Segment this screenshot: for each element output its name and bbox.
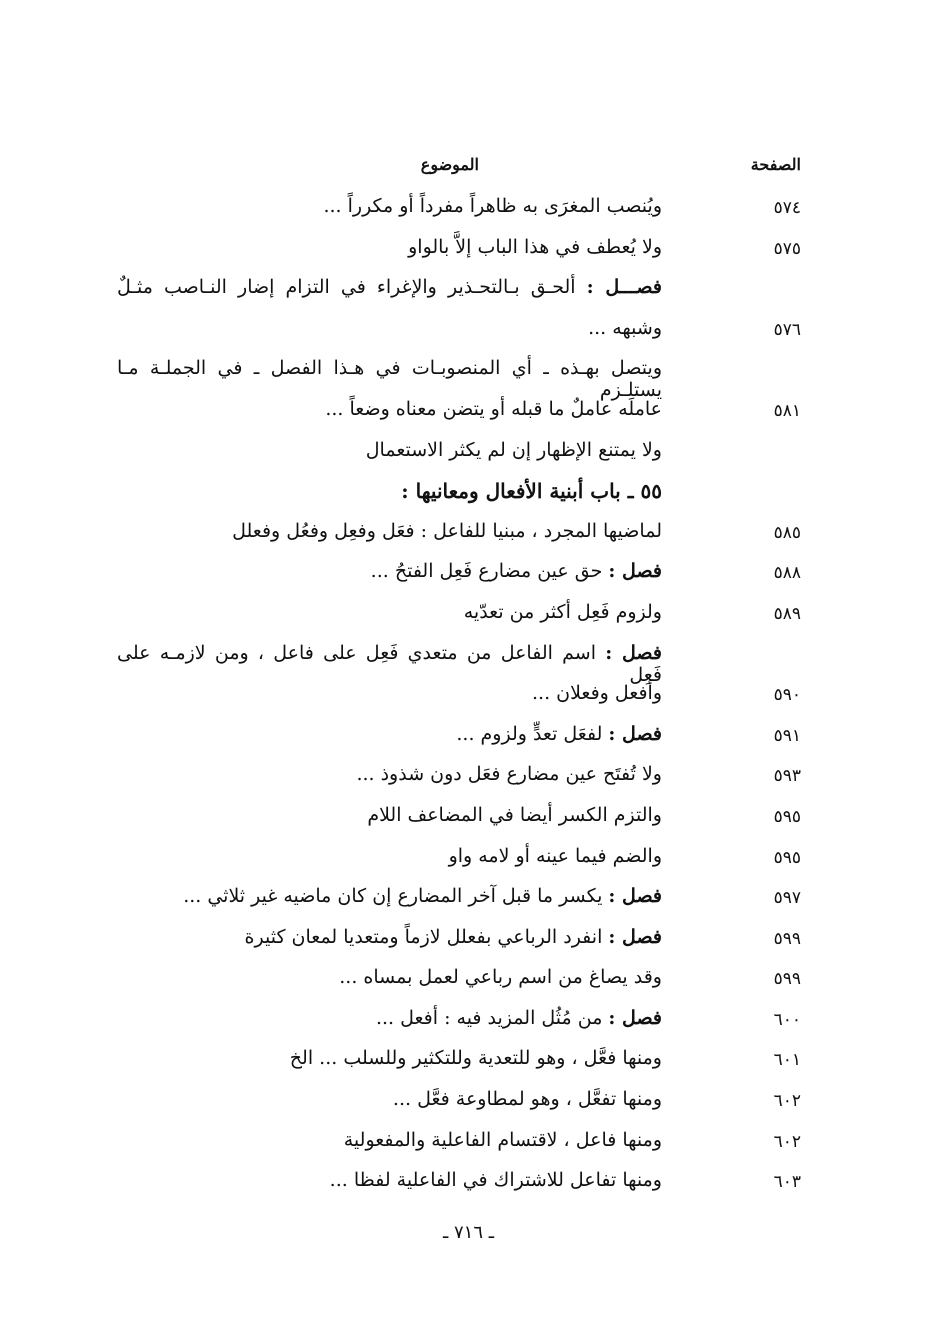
entry-text: عاملَه عاملٌ ما قبله أو يتضن معناه وضعاً ... xyxy=(325,397,662,420)
index-row xyxy=(0,963,937,1004)
page-number: ٥٨٥ xyxy=(773,522,801,543)
page-number: ٥٩٥ xyxy=(773,847,801,868)
index-list xyxy=(0,192,937,1207)
index-row xyxy=(0,354,937,402)
index-row xyxy=(0,395,937,436)
page-footer-number: ـ ٧١٦ ـ xyxy=(442,1222,494,1243)
page-number: ٥٩٧ xyxy=(773,888,801,909)
topic-text xyxy=(117,763,662,785)
entry-text: ولا تُفتَح عين مضارع فعَل دون شذوذ ... xyxy=(356,763,662,786)
index-row xyxy=(0,1004,937,1045)
topic-text xyxy=(117,845,662,867)
table-header xyxy=(0,155,937,185)
topic-column-header: الموضوع xyxy=(420,155,479,174)
entry-text: ولا يُعطف في هذا الباب إلاَّ بالواو xyxy=(408,235,662,258)
index-row xyxy=(0,720,937,761)
index-row xyxy=(0,1126,937,1167)
entry-lead: فصل : xyxy=(608,722,662,745)
entry-text: وقد يصاغ من اسم رباعي لعمل بمساه ... xyxy=(339,966,662,989)
topic-text xyxy=(117,1088,662,1110)
topic-text xyxy=(117,885,662,907)
entry-text: ومنها فاعل ، لاقتسام الفاعلية والمفعولية xyxy=(343,1128,662,1151)
page-number: ٥٨٩ xyxy=(773,603,801,624)
entry-text: ويُنصب المغرَى به ظاهراً مفرداً أو مكرراً ... xyxy=(323,195,662,217)
topic-text xyxy=(117,966,662,988)
page-number: ٦٠٢ xyxy=(773,1091,801,1112)
entry-lead: فصل : xyxy=(605,641,662,664)
topic-text xyxy=(117,804,662,826)
topic-text xyxy=(117,1169,662,1191)
entry-text: ولزوم فَعِل أكثر من تعدّيه xyxy=(463,600,662,623)
index-row xyxy=(0,192,937,233)
topic-text xyxy=(117,236,662,258)
page-number: ٥٩٠ xyxy=(773,685,801,706)
index-row xyxy=(0,273,937,314)
page-number: ٥٩٩ xyxy=(773,969,801,990)
topic-text xyxy=(117,926,662,948)
index-row xyxy=(0,517,937,558)
index-row xyxy=(0,639,937,686)
topic-text xyxy=(117,1007,662,1029)
section-heading-row xyxy=(0,476,937,517)
page-number: ٥٩١ xyxy=(773,725,801,746)
index-row xyxy=(0,314,937,355)
page-number: ٦٠٣ xyxy=(773,1172,801,1193)
entry-text: لماضيها المجرد ، مبنيا للفاعل : فعَل وفعِل وفعُل وفعلل xyxy=(232,519,662,542)
entry-text: ومنها فعَّل ، وهو للتعدية وللتكثير وللسلب ... الخ xyxy=(289,1047,662,1070)
entry-lead: فصل : xyxy=(608,925,662,948)
entry-text: حق عين مضارع فَعِل الفتحُ ... xyxy=(370,560,603,583)
page-number: ٥٧٥ xyxy=(773,238,801,259)
entry-text: ومنها تفاعل للاشتراك في الفاعلية لفظا ... xyxy=(329,1169,662,1192)
index-row xyxy=(0,557,937,598)
topic-text xyxy=(117,682,662,704)
topic-text xyxy=(117,317,662,339)
entry-lead: فصل : xyxy=(608,885,662,908)
index-row xyxy=(0,598,937,639)
entry-text: يكسر ما قبل آخر المضارع إن كان ماضيه غير ثلاثي ... xyxy=(183,885,603,908)
index-row xyxy=(0,1044,937,1085)
topic-text xyxy=(117,439,662,461)
page-number: ٥٨١ xyxy=(773,400,801,421)
index-row xyxy=(0,801,937,842)
index-row xyxy=(0,1166,937,1207)
topic-text xyxy=(117,398,662,420)
entry-lead: فصـــل : xyxy=(586,276,662,299)
topic-text xyxy=(117,723,662,745)
topic-text xyxy=(117,195,662,217)
entry-text: اسم الفاعل من متعدي فَعِل على فاعل ، ومن لازمـه على فَعِل xyxy=(117,641,662,686)
entry-text: لفعَل تعدٍّ ولزوم ... xyxy=(456,722,603,745)
page-number: ٥٩٣ xyxy=(773,766,801,787)
index-row xyxy=(0,842,937,883)
index-row xyxy=(0,679,937,720)
page-number: ٥٩٩ xyxy=(773,928,801,949)
topic-text xyxy=(117,520,662,542)
entry-text: وشبهه ... xyxy=(588,316,662,339)
entry-text: ٥٥ ـ باب أبنية الأفعال ومعانيها : xyxy=(401,479,662,504)
topic-text xyxy=(117,276,662,298)
page-number: ٥٩٥ xyxy=(773,806,801,827)
topic-text xyxy=(117,1047,662,1069)
page-number: ٦٠٠ xyxy=(773,1009,801,1030)
entry-text: والتزم الكسر أيضا في المضاعف اللام xyxy=(367,803,662,826)
page-number: ٦٠١ xyxy=(773,1050,801,1071)
page-column-header: الصفحة xyxy=(750,155,801,174)
entry-lead: فصل : xyxy=(608,1006,662,1029)
entry-text: انفرد الرباعي بفعلل لازماً ومتعديا لمعان كثيرة xyxy=(244,925,603,948)
entry-text: ولا يمتنع الإظهار إن لم يكثر الاستعمال xyxy=(365,438,662,461)
index-row xyxy=(0,882,937,923)
topic-text xyxy=(117,601,662,623)
index-row xyxy=(0,1085,937,1126)
page-number: ٥٧٤ xyxy=(773,198,801,218)
index-row xyxy=(0,923,937,964)
entry-text: ألحـق بـالتحـذير والإغراء في التزام إضار النـاصب مثـلٌ xyxy=(117,276,576,299)
entry-text: ومنها تفعَّل ، وهو لمطاوعة فعَّل ... xyxy=(392,1088,662,1111)
entry-text: من مُثُل المزيد فيه : أفعل ... xyxy=(375,1006,603,1029)
entry-text: وأفعل وفعلان ... xyxy=(531,682,662,705)
section-heading xyxy=(117,479,662,503)
entry-text: والضم فيما عينه أو لامه واو xyxy=(448,844,662,867)
entry-text: ويتصل بهـذه ـ أي المنصوبـات في هـذا الفصل ـ في الجملـة مـا يستلـزم xyxy=(117,357,662,402)
page-number: ٥٧٦ xyxy=(773,319,801,340)
index-row xyxy=(0,760,937,801)
index-row xyxy=(0,233,937,274)
entry-lead: فصل : xyxy=(608,560,662,583)
page-number: ٦٠٢ xyxy=(773,1131,801,1152)
page-number: ٥٨٨ xyxy=(773,563,801,584)
topic-text xyxy=(117,1129,662,1151)
index-row xyxy=(0,436,937,477)
topic-text xyxy=(117,560,662,582)
